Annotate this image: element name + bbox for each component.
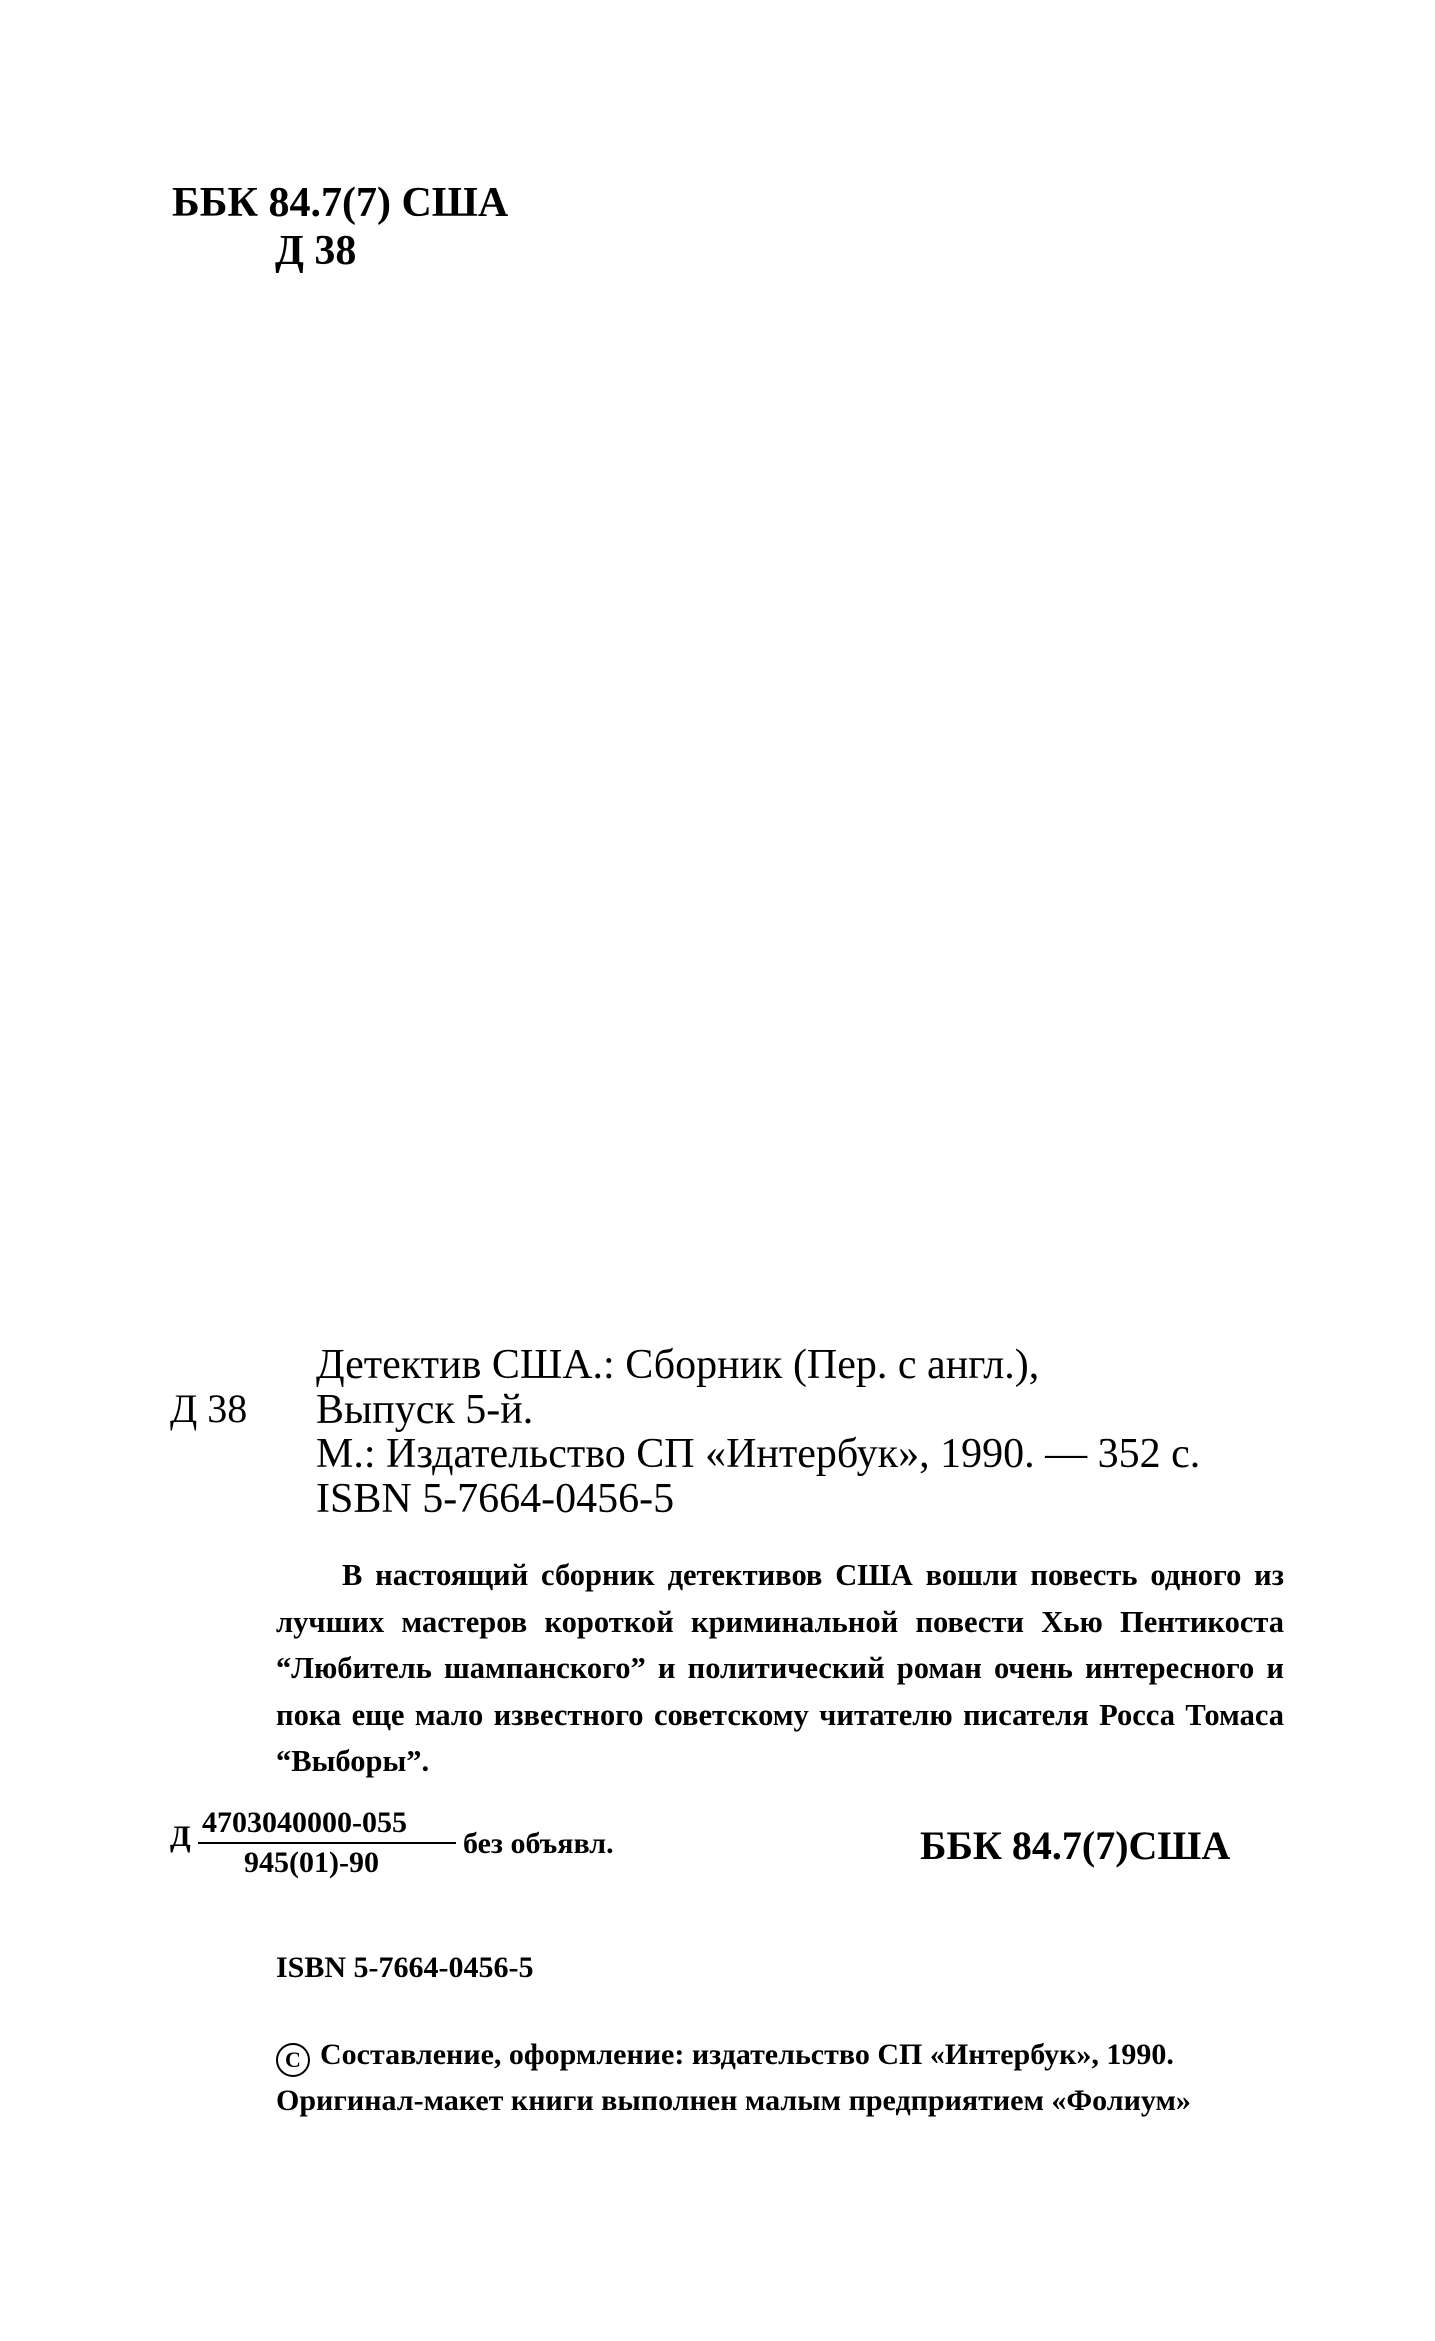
fraction-bar	[198, 1842, 456, 1844]
imprint-numerator: 4703040000-055	[202, 1806, 407, 1839]
catalog-isbn-line: ISBN 5-7664-0456-5	[316, 1475, 675, 1522]
copyright-line-2: Оригинал-макет книги выполнен малым предприятием «Фолиум»	[276, 2084, 1191, 2117]
annotation-text: В настоящий сборник детективов США вошли повесть одного из лучших мастеров короткой криминальной повести Хью Пентикоста “Любитель шампанского” и политический роман очень интересного и пока еще мало известного советскому читателю писателя Росса Томаса “Выборы”.	[276, 1558, 1284, 1778]
isbn: ISBN 5-7664-0456-5	[276, 1951, 534, 1984]
catalog-entry	[316, 1343, 1200, 1521]
copyright-text: Составление, оформление: издательство СП «Интербук», 1990.	[320, 2038, 1174, 2071]
copyright-block	[276, 2032, 1191, 2124]
bbk-index-bottom: ББК 84.7(7)США	[920, 1823, 1231, 1868]
catalog-author-code: Д 38	[170, 1386, 248, 1431]
bbk-index-top: ББК 84.7(7) США	[172, 180, 509, 226]
catalog-publisher-line: М.: Издательство СП «Интербук», 1990. — 352 с.	[316, 1431, 1201, 1477]
catalog-issue-line: Выпуск 5-й.	[316, 1386, 534, 1433]
copyright-icon: C	[276, 2043, 310, 2077]
no-ad-note: без объявл.	[463, 1827, 614, 1860]
author-code-top: Д 38	[275, 228, 357, 274]
imprint-letter: Д	[170, 1820, 191, 1853]
annotation	[276, 1552, 1284, 1785]
imprint-fraction	[198, 1806, 456, 1880]
imprint-denominator: 945(01)-90	[244, 1846, 379, 1879]
catalog-title-line: Детектив США.: Сборник (Пер. с англ.),	[316, 1342, 1040, 1388]
copyright-line-1	[276, 2032, 1191, 2078]
